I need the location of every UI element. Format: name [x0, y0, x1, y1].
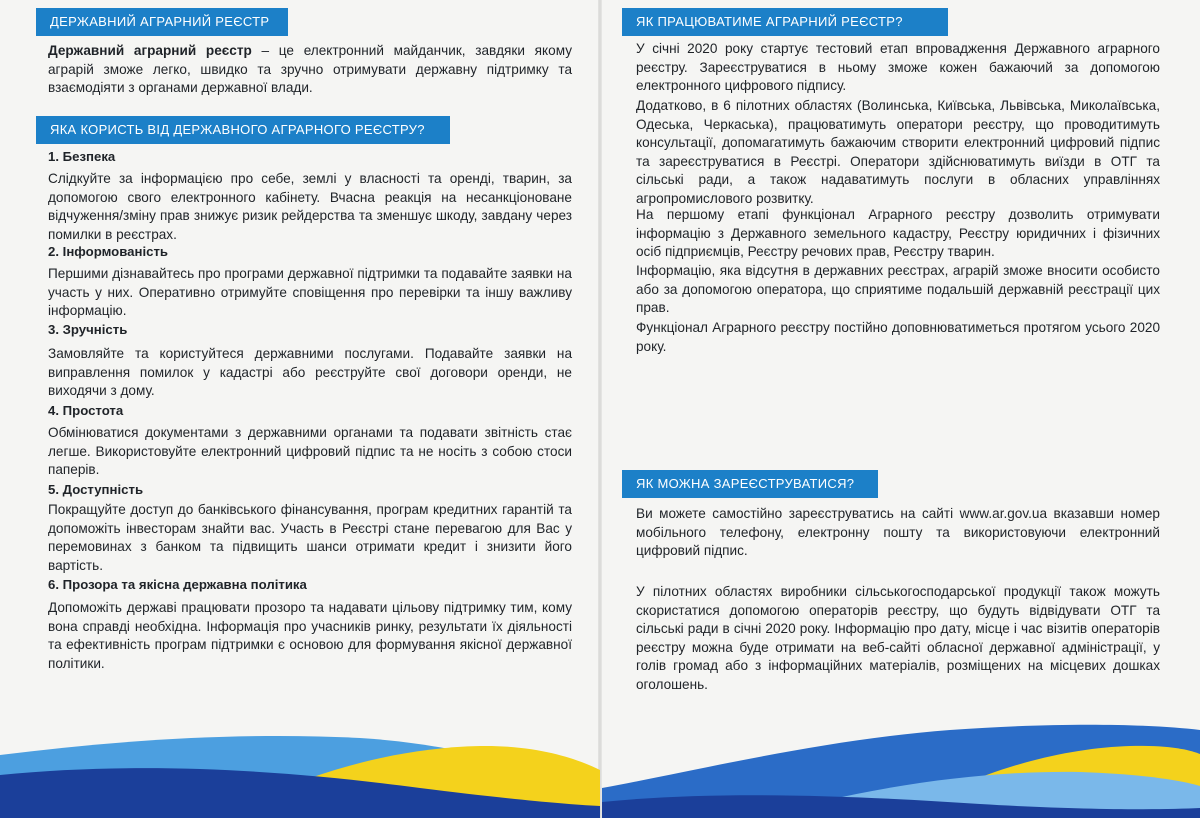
how-paragraph: Інформацію, яка відсутня в державних реєстрах, аграрій зможе вносити особисто або за допомогою оператора, що сприятиме подальшій державній реєстрації цих прав. [636, 263, 1160, 316]
section-header-how-it-works: ЯК ПРАЦЮВАТИМЕ АГРАРНИЙ РЕЄСТР? [622, 8, 948, 36]
how-paragraph: Додатково, в 6 пілотних областях (Волинська, Київська, Львівська, Миколаївська, Одеська, Черкаська), працюватимуть оператори реєстру, що проводитимуть консультації, допомагатимуть бажаючим створити електронний цифровий підпис та зареєструватися в Реєстрі. Оператори здійснюватимуть виїзди в ОТГ та сільські ради, а також надаватимуть послуги в обласних управліннях агропромислового розвитку. [636, 98, 1160, 206]
benefit-text: Допоможіть державі працювати прозоро та надавати цільову підтримку тим, кому вона справді необхідна. Інформація про учасників ринку, результати їх діяльності та ефективність програм підтримки є основою для формування якісної державної політики. [48, 600, 572, 671]
intro-lead: Державний аграрний реєстр [48, 43, 252, 58]
how-paragraph: Функціонал Аграрного реєстру постійно доповнюватиметься протягом усього 2020 року. [636, 320, 1160, 354]
how-paragraph: На першому етапі функціонал Аграрного реєстру дозволить отримувати інформацію з Державного земельного кадастру, Реєстру юридичних і фізичних осіб підприємців, Реєстру речових прав, Реєстру тварин. [636, 207, 1160, 260]
benefit-title: 5. Доступність [48, 482, 144, 497]
benefit-text: Обмінюватися документами з державними органами та подавати звітність стає легше. Використовуйте електронний цифровий підпис та не носіть з собою стоси паперів. [48, 425, 572, 478]
section-header-state-register: ДЕРЖАВНИЙ АГРАРНИЙ РЕЄСТР [36, 8, 288, 36]
intro-paragraph [48, 42, 572, 98]
benefit-text: Замовляйте та користуйтеся державними послугами. Подавайте заявки на виправлення помилок у кадастрі або реєструйте свої договори оренди, не виходячи з дому. [48, 346, 572, 399]
decorative-waves [0, 700, 1200, 818]
benefit-title: 4. Простота [48, 403, 124, 418]
benefit-text: Першими дізнавайтесь про програми державної підтримки та подавайте заявки на участь у них. Оперативно отримуйте сповіщення про перевірки та іншу важливу інформацію. [48, 266, 572, 319]
benefit-title: 1. Безпека [48, 149, 116, 164]
benefit-text: Покращуйте доступ до банківського фінансування, програм кредитних гарантій та допоможіть інвесторам знайти вас. Участь в Реєстрі стане перевагою для Вас у перемовинах з банком та підвищить шанси отримати кредит і знизити його вартість. [48, 502, 572, 573]
registration-paragraph: У пілотних областях виробники сільськогосподарської продукції також можуть скористатися допомогою операторів реєстру, що будуть відвідувати ОТГ та сільські ради в січні 2020 року. Інформацію про дату, місце і час візитів операторів реєстру можна буде отримати на веб-сайті обласної державної адміністрації, у голів громад або з інформаційних матеріалів, розміщених на місцевих дошках оголошень. [636, 584, 1160, 692]
section-header-registration: ЯК МОЖНА ЗАРЕЄСТРУВАТИСЯ? [622, 470, 878, 498]
section-header-benefits: ЯКА КОРИСТЬ ВІД ДЕРЖАВНОГО АГРАРНОГО РЕЄСТРУ? [36, 116, 450, 144]
page-fold [598, 0, 602, 818]
benefit-title: 2. Інформованість [48, 244, 169, 259]
benefit-title: 6. Прозора та якісна державна політика [48, 577, 307, 592]
registration-paragraph: Ви можете самостійно зареєструватись на сайті www.ar.gov.ua вказавши номер мобільного телефону, електронну пошту та використовуючи електронний цифровий підпис. [636, 506, 1160, 559]
how-paragraph: У січні 2020 року стартує тестовий етап впровадження Державного аграрного реєстру. Зареєструватися в ньому зможе кожен бажаючий за допомогою електронного цифрового підпису. [636, 41, 1160, 94]
intro-text: – це електронний майданчик, завдяки якому аграрій зможе легко, швидко та зручно отримувати державну підтримку та взаємодіяти з органами державної влади. [48, 43, 572, 96]
benefit-text: Слідкуйте за інформацією про себе, землі у власності та оренді, тварин, за допомогою свого електронного кабінету. Вчасна реакція на несанкціоноване відчуження/зміну прав знижує ризик рейдерства та зменшує шкоду, завдану через помилки в реєстрах. [48, 171, 572, 242]
benefit-title: 3. Зручність [48, 322, 128, 337]
